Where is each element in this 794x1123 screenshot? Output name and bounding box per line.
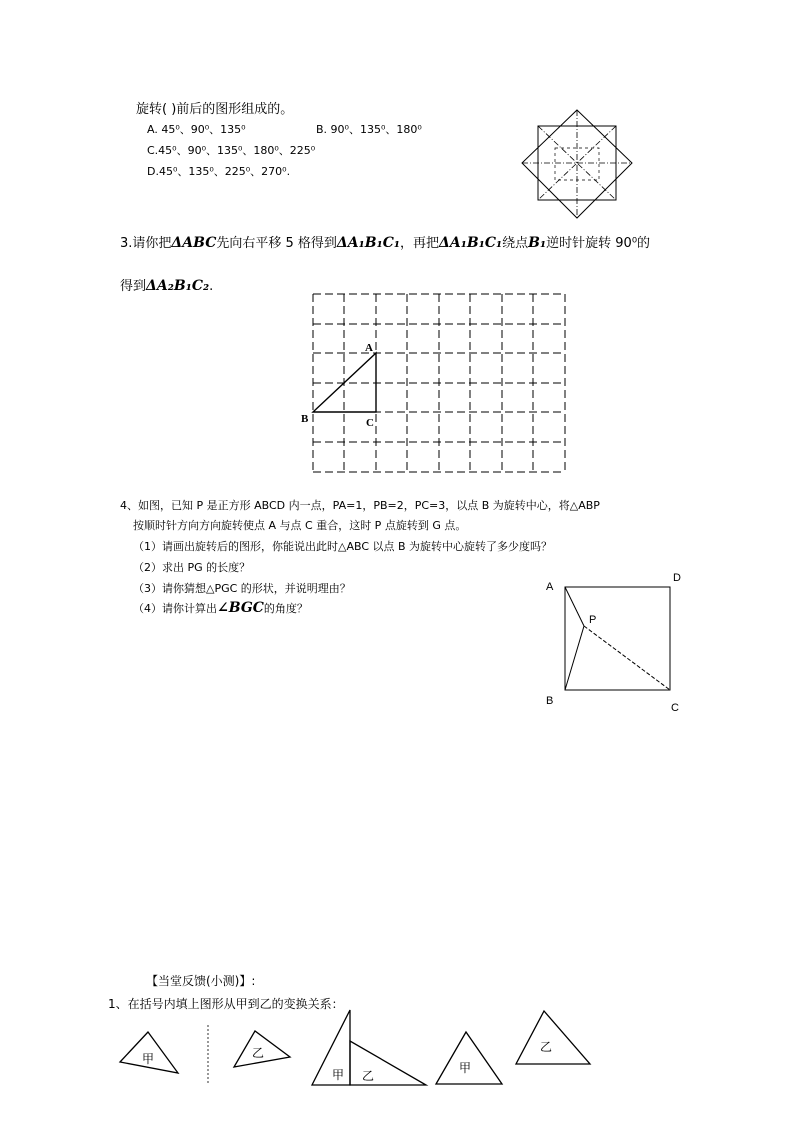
label-jia-2: 甲 <box>332 1068 345 1082</box>
q3-stem-line1 <box>120 232 650 251</box>
label-a: A <box>365 342 373 354</box>
label-yi-3: 乙 <box>540 1040 553 1054</box>
label-c: C <box>366 417 374 429</box>
triangle-yi-3 <box>516 1011 590 1064</box>
square-abcd-figure <box>540 570 690 715</box>
triangle-a1b1c1-label-2: ΔA₁B₁C₁ <box>439 235 503 251</box>
q3-text-4: 绕点 <box>502 236 529 251</box>
q4-sub4-text: （4）请你计算出 <box>133 602 217 615</box>
label-b: B <box>301 413 309 425</box>
label-b: B <box>546 695 554 707</box>
q3-text-5: 逆时针旋转 90⁰的 <box>546 236 651 251</box>
feedback-q1: 1、在括号内填上图形从甲到乙的变换关系： <box>108 997 344 1011</box>
triangle-jia-2 <box>312 1010 350 1085</box>
q4-sub4-text-2: 的角度？ <box>263 602 308 615</box>
label-a: A <box>546 581 554 593</box>
point-b1-label: B₁ <box>528 235 547 251</box>
label-jia-3: 甲 <box>459 1061 472 1075</box>
label-p: P <box>589 614 597 626</box>
q2-stem: 旋转( )前后的图形组成的。 <box>136 102 294 117</box>
triangle-a2b1c2-label: ΔA₂B₁C₂ <box>146 278 210 294</box>
q3-text-6: 得到 <box>120 279 147 294</box>
label-d: D <box>673 572 681 584</box>
triangle-abc-label: ΔABC <box>171 235 217 251</box>
q4-sub3: （3）请你猜想△PGC 的形状，并说明理由？ <box>133 582 351 595</box>
q2-option-c: C.45⁰、90⁰、135⁰、180⁰、225⁰ <box>147 144 316 157</box>
triangle-jia-3 <box>436 1032 502 1084</box>
q4-sub4 <box>133 600 308 616</box>
q2-option-d: D.45⁰、135⁰、225⁰、270⁰. <box>147 165 291 178</box>
triangle-a1b1c1-label: ΔA₁B₁C₁ <box>336 235 401 251</box>
q3-text-1: 3.请你把 <box>120 236 172 251</box>
rotated-squares-figure <box>518 108 636 220</box>
q2-option-a: A. 45⁰、90⁰、135⁰ <box>147 123 246 136</box>
q4-sub2: （2）求出 PG 的长度？ <box>133 561 251 574</box>
q4-sub1: （1）请画出旋转后的图形，你能说出此时△ABC 以点 B 为旋转中心旋转了多少度吗？ <box>133 540 553 553</box>
label-yi-1: 乙 <box>252 1046 265 1060</box>
feedback-figures <box>110 1005 610 1115</box>
q3-stem-line2 <box>120 275 213 294</box>
q3-text-2: 先向右平移 5 格得到 <box>216 236 337 251</box>
grid-figure <box>300 290 570 480</box>
label-jia-1: 甲 <box>142 1052 155 1066</box>
label-yi-2: 乙 <box>362 1069 375 1083</box>
q3-text-3: ，再把 <box>400 236 440 251</box>
grid-lines <box>313 294 565 472</box>
q4-stem-line1: 4、如图，已知 P 是正方形 ABCD 内一点，PA=1，PB=2，PC=3，以点 B 为旋转中心，将△ABP <box>120 499 600 512</box>
label-c: C <box>671 702 679 714</box>
feedback-title: 【当堂反馈(小测)】: <box>146 974 256 988</box>
q3-text-7: . <box>209 279 214 294</box>
angle-bgc-label: ∠BGC <box>217 600 264 616</box>
q4-stem-line2: 按顺时针方向方向旋转使点 A 与点 C 重合，这时 P 点旋转到 G 点。 <box>133 519 467 532</box>
q2-option-b: B. 90⁰、135⁰、180⁰ <box>316 123 422 136</box>
